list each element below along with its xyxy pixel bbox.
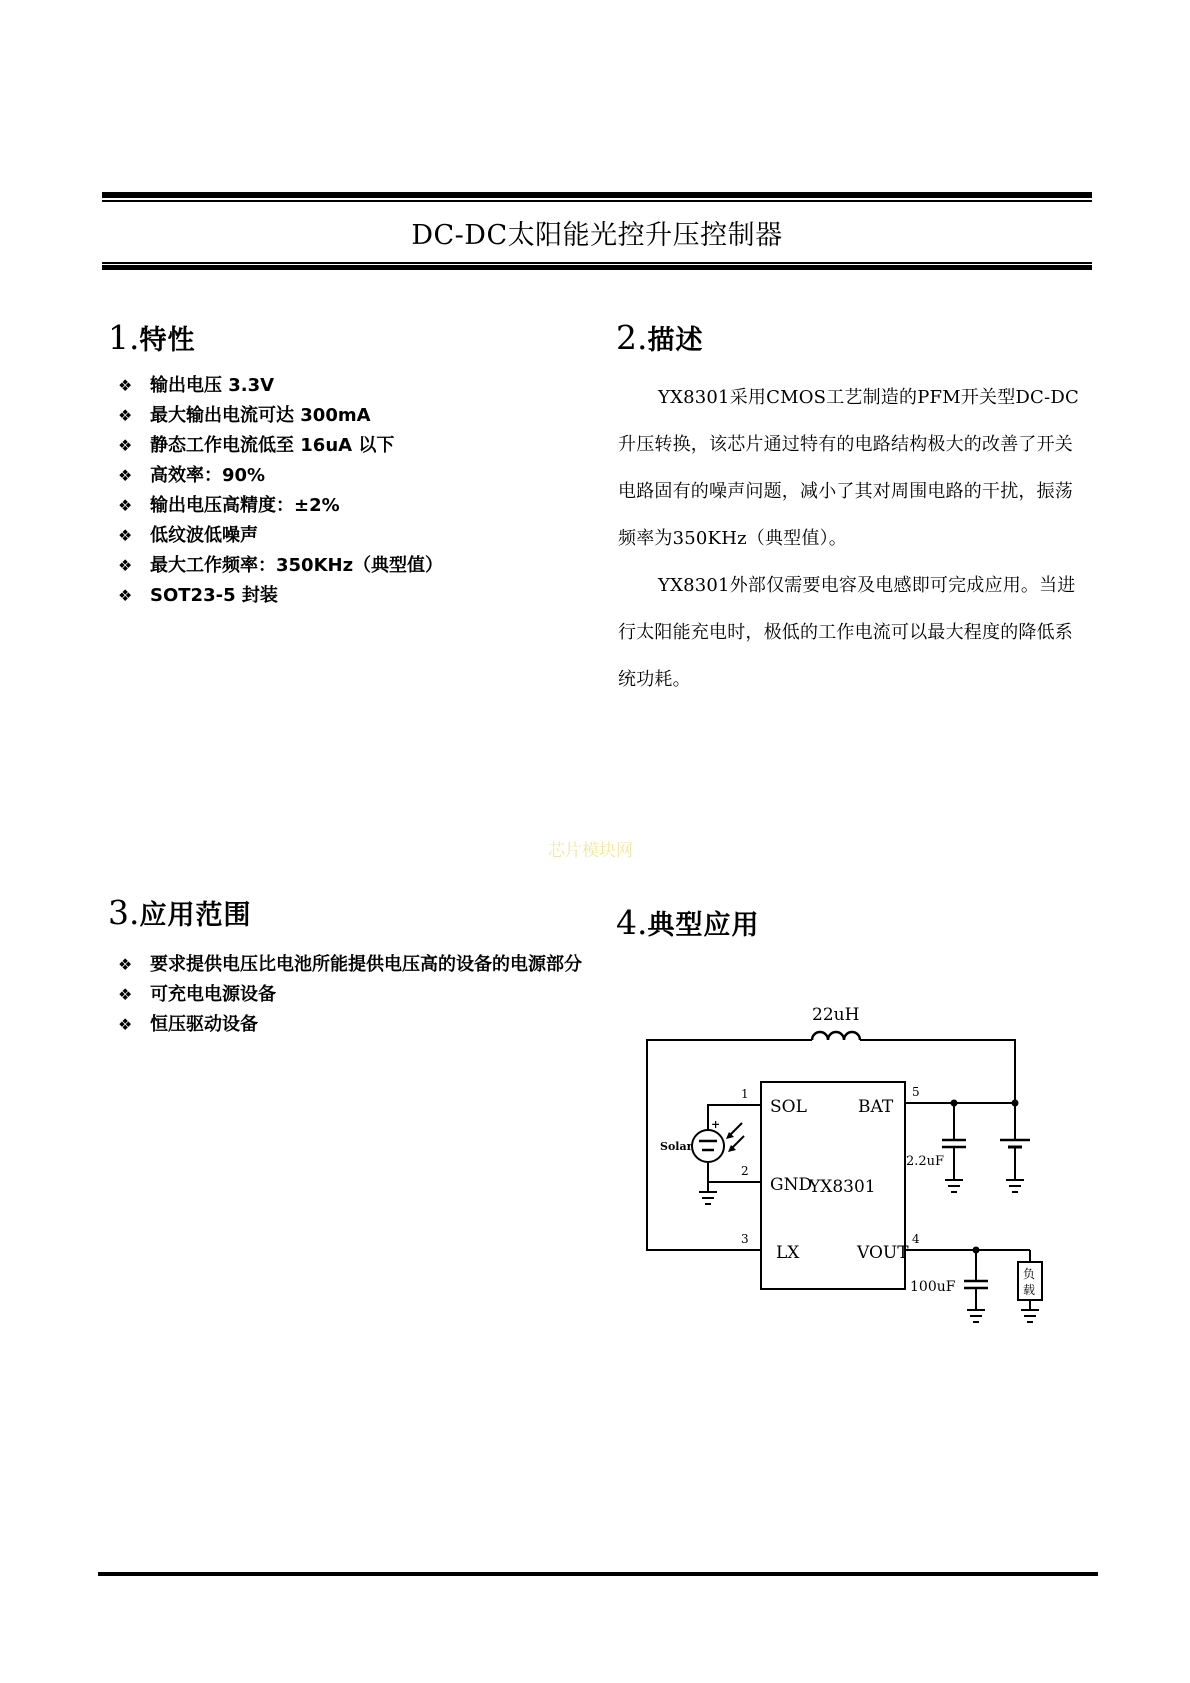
load-label: 载 [1023,1283,1036,1297]
pin-vout-label: VOUT [857,1243,909,1263]
list-item: ❖ SOT23-5 封装 [110,581,580,611]
list-item: ❖ 输出电压高精度：±2% [110,491,580,521]
diamond-bullet-icon: ❖ [118,406,133,425]
list-item: ❖ 静态工作电流低至 16uA 以下 [110,431,580,461]
description-paragraph: YX8301采用CMOS工艺制造的PFM开关型DC-DC升压转换，该芯片通过特有的电路结构极大的改善了开关电路固有的噪声问题，减小了其对周围电路的干扰，振荡频率为350KHz（典型值）。 [618,387,1079,549]
section-features-heading [108,318,196,357]
diamond-bullet-icon: ❖ [118,526,133,545]
load-label: 负 [1023,1267,1036,1281]
capacitor-label: 100uF [910,1279,956,1295]
section-number: 1. [108,318,140,357]
diamond-bullet-icon: ❖ [118,985,133,1004]
solar-label: Solar [660,1140,693,1153]
list-item: ❖ 低纹波低噪声 [110,521,580,551]
header-rule-top [102,192,1092,198]
applications-list [110,950,600,1040]
junction-dot [1012,1100,1019,1107]
junction-dot [951,1100,958,1107]
section-description-heading [616,318,704,357]
inductor-coil [812,1032,860,1040]
pin-bat-label: BAT [858,1097,894,1117]
features-list [110,371,580,611]
section-applications-heading [108,893,252,932]
pin-lx-label: LX [776,1243,800,1263]
list-item: ❖ 最大输出电流可达 300mA [110,401,580,431]
pin-number: 4 [912,1232,920,1246]
list-item: ❖ 恒压驱动设备 [110,1010,600,1040]
list-item: ❖ 可充电电源设备 [110,980,600,1010]
pin-number: 5 [912,1085,920,1099]
diamond-bullet-icon: ❖ [118,436,133,455]
plus-sign: + [711,1118,721,1131]
solar-cell-symbol [692,1130,724,1162]
diamond-bullet-icon: ❖ [118,496,133,515]
section-title: 描述 [647,325,704,356]
header-rule-bottom [102,265,1092,270]
footer-rule [98,1572,1098,1576]
diamond-bullet-icon: ❖ [118,955,133,974]
list-item: ❖ 输出电压 3.3V [110,371,580,401]
header-rule-top-thin [102,200,1092,202]
list-item: ❖ 要求提供电压比电池所能提供电压高的设备的电源部分 [110,950,600,980]
section-title: 典型应用 [647,910,760,941]
pin-sol-label: SOL [770,1097,807,1117]
section-title: 特性 [139,325,196,356]
section-title: 应用范围 [139,900,252,931]
description-paragraph: YX8301外部仅需要电容及电感即可完成应用。当进行太阳能充电时，极低的工作电流可以最大程度的降低系统功耗。 [618,575,1076,690]
list-item: ❖ 高效率：90% [110,461,580,491]
capacitor-label: 2.2uF [906,1154,945,1169]
diamond-bullet-icon: ❖ [118,1015,133,1034]
diamond-bullet-icon: ❖ [118,586,133,605]
document-title: DC-DC太阳能光控升压控制器 [411,220,783,251]
inductor-label: 22uH [812,1005,860,1025]
pin-number: 2 [741,1164,749,1178]
section-number: 2. [616,318,648,357]
junction-dot [973,1247,980,1254]
pin-gnd-label: GND [770,1175,813,1195]
diamond-bullet-icon: ❖ [118,466,133,485]
list-item: ❖ 最大工作频率：350KHz（典型值） [110,551,580,581]
application-circuit-diagram [620,990,1060,1340]
description-text [618,374,1090,703]
header-rule-bottom-thin [102,262,1092,264]
section-number: 4. [616,903,648,942]
chip-name: YX8301 [809,1177,876,1197]
pin-number: 1 [741,1087,749,1101]
watermark: 芯片模块网 [548,841,633,861]
diamond-bullet-icon: ❖ [118,556,133,575]
section-number: 3. [108,893,140,932]
pin-number: 3 [741,1232,749,1246]
diamond-bullet-icon: ❖ [118,376,133,395]
section-typical-application-heading [616,903,760,942]
